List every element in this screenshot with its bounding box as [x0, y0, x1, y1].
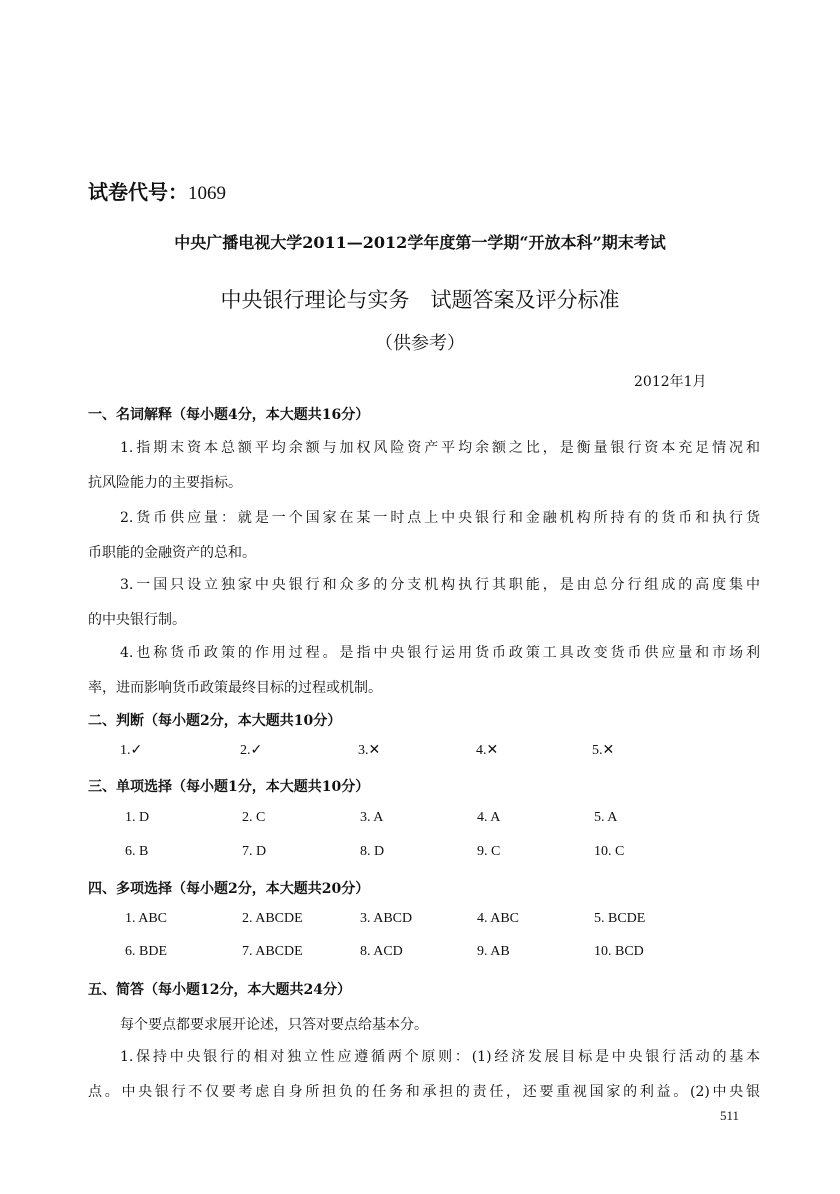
judgment-answer: 3.✕	[358, 743, 381, 758]
definition-item-3	[88, 568, 760, 638]
section5-heading: 五、简答（每小题12分，本大题共24分）	[88, 982, 351, 998]
paper-code	[88, 176, 226, 205]
definition-item-1-line2: 抗风险能力的主要指标。	[88, 475, 242, 491]
single-choice-answer: 9. C	[477, 844, 501, 859]
section3-heading: 三、单项选择（每小题1分，本大题共10分）	[88, 779, 370, 795]
subject-title: 中央银行理论与实务 试题答案及评分标准	[220, 288, 620, 312]
paper-code-value: 1069	[188, 183, 226, 204]
single-choice-answer: 5. A	[594, 810, 618, 825]
section5-note: 每个要点都要求展开论述，只答对要点给基本分。	[120, 1017, 428, 1033]
page-number: 511	[720, 1108, 740, 1123]
multi-choice-answer: 5. BCDE	[594, 911, 646, 926]
definition-item-3-line2: 的中央银行制。	[88, 612, 186, 628]
multi-choice-answer: 10. BCD	[594, 944, 644, 959]
paper-code-label: 试卷代号：	[88, 180, 188, 204]
multi-choice-answer: 7. ABCDE	[242, 944, 303, 959]
definition-item-1-line1: 1.指期末资本总额平均余额与加权风险资产平均余额之比，是衡量银行资本充足情况和	[120, 440, 760, 456]
single-choice-answer: 3. A	[360, 810, 384, 825]
single-choice-answer: 7. D	[242, 844, 267, 859]
section2-heading: 二、判断（每小题2分，本大题共10分）	[88, 713, 342, 729]
short-answer-item-1-line1: 1.保持中央银行的相对独立性应遵循两个原则：(1)经济发展目标是中央银行活动的基本	[120, 1049, 760, 1065]
single-choice-answer: 2. C	[242, 810, 266, 825]
exam-title: 中央广播电视大学2011—2012学年度第一学期“开放本科”期末考试	[174, 233, 666, 252]
section1-heading: 一、名词解释（每小题4分，本大题共16分）	[88, 407, 370, 423]
multi-choice-answer: 8. ACD	[360, 944, 403, 959]
multi-choice-answer: 9. AB	[477, 944, 510, 959]
short-answer-item-1-line2: 点。中央银行不仅要考虑自身所担负的任务和承担的责任，还要重视国家的利益。(2)中央银	[88, 1084, 760, 1100]
definition-item-2-line2: 币职能的金融资产的总和。	[88, 545, 256, 561]
single-choice-answer: 6. B	[125, 844, 149, 859]
definition-item-4-line1: 4.也称货币政策的作用过程。是指中央银行运用货币政策工具改变货币供应量和市场利	[120, 645, 760, 661]
definition-item-2	[88, 501, 760, 571]
judgment-answer: 5.✕	[592, 743, 615, 758]
multi-choice-answer: 2. ABCDE	[242, 911, 303, 926]
definition-item-2-line1: 2.货币供应量：就是一个国家在某一时点上中央银行和金融机构所持有的货币和执行货	[120, 510, 760, 526]
judgment-answer: 1.✓	[120, 743, 143, 758]
section4-heading: 四、多项选择（每小题2分，本大题共20分）	[88, 881, 370, 897]
multi-choice-answer: 3. ABCD	[360, 911, 413, 926]
multi-choice-answer: 1. ABC	[125, 911, 168, 926]
single-choice-answer: 4. A	[477, 810, 501, 825]
single-choice-answer: 10. C	[594, 844, 625, 859]
definition-item-1	[88, 431, 760, 501]
definition-item-4-line2: 率，进而影响货币政策最终目标的过程或机制。	[88, 680, 382, 696]
judgment-answer: 4.✕	[476, 743, 499, 758]
short-answer-item-1	[88, 1040, 760, 1110]
judgment-answer: 2.✓	[240, 743, 263, 758]
definition-item-4	[88, 636, 760, 706]
reference-note: （供参考）	[375, 333, 465, 354]
single-choice-answer: 8. D	[360, 844, 385, 859]
exam-date: 2012年1月	[634, 374, 707, 390]
multi-choice-answer: 4. ABC	[477, 911, 520, 926]
single-choice-answer: 1. D	[125, 810, 150, 825]
multi-choice-answer: 6. BDE	[125, 944, 167, 959]
definition-item-3-line1: 3.一国只设立独家中央银行和众多的分支机构执行其职能，是由总分行组成的高度集中	[120, 577, 760, 593]
